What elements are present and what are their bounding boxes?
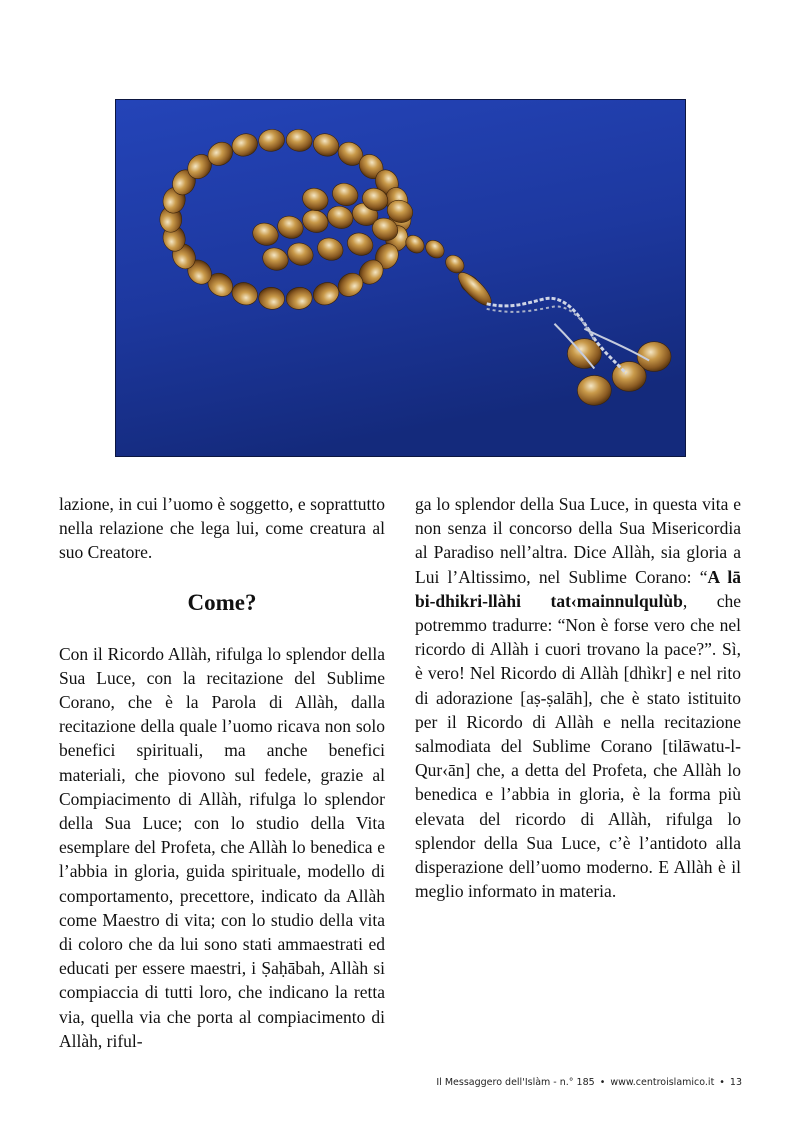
footer-separator: • — [599, 1077, 606, 1088]
footer-separator: • — [719, 1077, 725, 1088]
publication-name: Il Messaggero dell'Islàm - n.° 185 — [436, 1077, 595, 1088]
text-before-quote: ga lo splendor della Sua Luce, in questa vita e non senza il concorso della Sua Misericordia al Paradiso nell’altra. Dice Allàh, sia gloria a Lui l’Altissimo, nel Sublime Corano: “ — [415, 494, 741, 587]
right-column — [415, 492, 741, 903]
prayer-beads-image — [116, 100, 685, 456]
paragraph-body: Con il Ricordo Allàh, rifulga lo splendor della Sua Luce, con la recitazione del Sublime Corano, che è la Parola di Allàh, dalla recitazione della quale l’uomo ricava non solo benefici spirituali, ma anche benefici materiali, che piovono sul fedele, grazie al Compiacimento di Allàh, rifulga lo splendor della Sua Luce; con lo studio della Vita esemplare del Profeta, che Allàh lo benedica e l’abbia in gloria, guida spirituale, modello di comportamento, precettore, indicato da Allàh come Maestro di vita; con lo studio della vita di coloro che da lui sono stati ammaestrati ed educati per essere maestri, i Ṣaḥābah, Allàh si compiaccia di tutti loro, che indicano la retta via, quella via che porta al compiacimento di Allàh, riful- — [59, 643, 385, 1051]
section-heading: Come? — [187, 589, 257, 615]
prayer-beads-photo — [115, 99, 686, 457]
left-column — [59, 492, 385, 1053]
page-number: 13 — [729, 1077, 742, 1088]
arabic-quote: A lā bi-dhikri-llàhi tat‹mainnulqulùb — [415, 566, 741, 611]
paragraph-continued: lazione, in cui l’uomo è soggetto, e soprattutto nella relazione che lega lui, come creatura al suo Creatore. — [59, 494, 385, 563]
bead — [577, 375, 611, 405]
website-link[interactable]: www.centroislamico.it — [610, 1077, 715, 1088]
paragraph-quote — [415, 492, 741, 903]
text-after-quote: , che potremmo tradurre: “Non è forse vero che nel ricordo di Allàh i cuori trovano la pace?”. Sì, è vero! Nel Ricordo di Allàh [dhìkr] e nel rito di adorazione [aṣ-ṣalāh], che è stato istituito per il Ricordo di Allàh e nella recitazione salmodiata del Sublime Corano [tilāwatu-l-Qur‹ān] che, a detta del Profeta, che Allàh lo benedica e l’abbia in gloria, è la forma più elevata del ricordo di Allàh, rifulga lo splendor della Sua Luce, c’è l’antidoto alla disperazione dell’uomo moderno. E Allàh è il meglio informato in materia. — [415, 590, 741, 902]
page-footer — [436, 1077, 742, 1088]
